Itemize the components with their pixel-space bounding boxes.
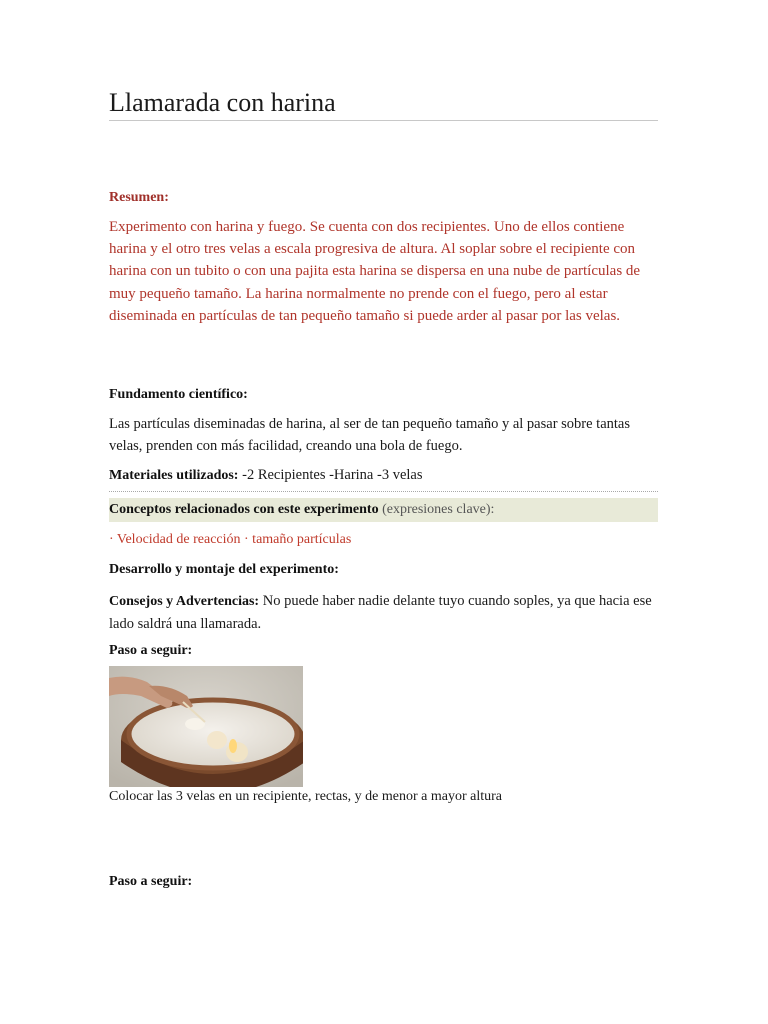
fundamento-heading: Fundamento científico:: [109, 387, 248, 402]
consejos-heading: Consejos y Advertencias:: [109, 594, 260, 609]
paso-heading-1: Paso a seguir:: [109, 643, 193, 658]
section-divider: [109, 491, 658, 492]
conceptos-note: (expresiones clave):: [378, 502, 495, 517]
experiment-photo: [109, 666, 303, 787]
concept-link-tamano[interactable]: · tamaño partículas: [244, 532, 352, 547]
materiales-heading: Materiales utilizados:: [109, 468, 239, 483]
materiales-line: [109, 467, 422, 484]
page-title: Llamarada con harina: [109, 88, 336, 117]
concept-link-velocidad[interactable]: · Velocidad de reacción: [109, 532, 241, 547]
conceptos-heading: Conceptos relacionados con este experimento: [109, 502, 379, 517]
paso-heading-2: Paso a seguir:: [109, 874, 193, 889]
resumen-text: Experimento con harina y fuego. Se cuenta con dos recipientes. Uno de ellos contiene harina y el otro tres velas a escala progresiva de altura. Al soplar sobre el recipiente con harina con un tubito o con una pajita esta harina se dispersa en una nube de partículas de muy pequeño tamaño. La harina normalmente no prende con el fuego, pero al estar diseminada en partículas de tan pequeño tamaño si puede arder al pasar por las velas.: [109, 219, 641, 324]
title-divider: [109, 120, 658, 121]
experiment-photo-image: [109, 666, 303, 787]
consejos-paragraph: [109, 590, 658, 635]
desarrollo-heading: Desarrollo y montaje del experimento:: [109, 562, 339, 577]
conceptos-links: [109, 532, 351, 548]
consejos-text: No puede haber nadie delante tuyo cuando soples, ya que hacia ese lado saldrá una llamarada.: [109, 593, 652, 632]
fundamento-text: Las partículas diseminadas de harina, al ser de tan pequeño tamaño y al pasar sobre tantas velas, prenden con más facilidad, creando una bola de fuego.: [109, 416, 631, 454]
resumen-heading: Resumen:: [109, 190, 169, 205]
conceptos-bar: [109, 498, 658, 522]
materiales-value: -2 Recipientes -Harina -3 velas: [238, 467, 423, 483]
paso-caption-1: Colocar las 3 velas en un recipiente, rectas, y de menor a mayor altura: [109, 789, 503, 804]
